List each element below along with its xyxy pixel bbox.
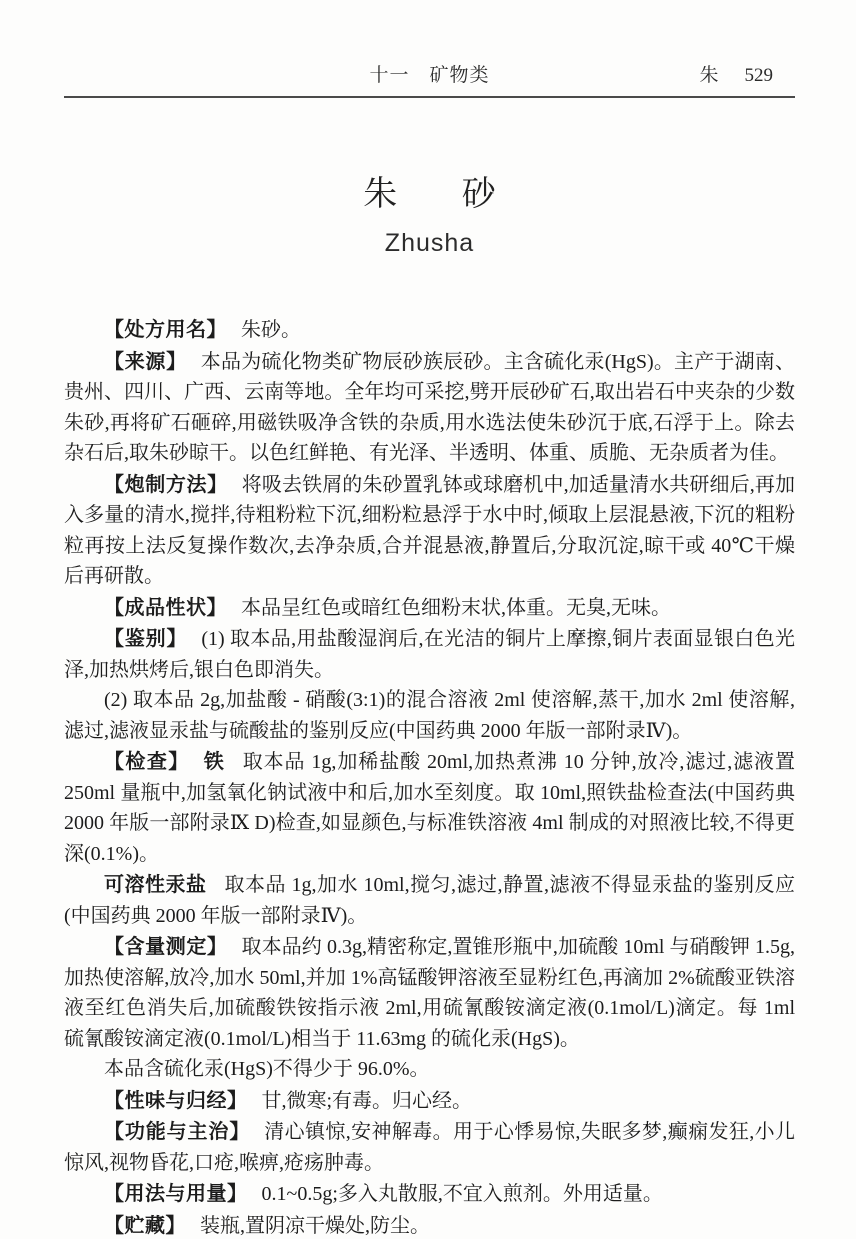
header-rule bbox=[64, 96, 795, 98]
section-text: 取本品约 0.3g,精密称定,置锥形瓶中,加硫酸 10ml 与硝酸钾 1.5g,加热使溶解,放冷,加水 50ml,并加 1%高锰酸钾溶液至显粉红色,再滴加 2%硫酸亚铁溶液至红色消失后,加硫酸铁铵指示液 2ml,用硫氰酸铵滴定液(0.1mol/L)滴定。每 1ml 硫氰酸铵滴定液(0.1mol/L)相当于 11.63mg 的硫化汞(HgS)。 bbox=[64, 936, 795, 1050]
paragraph-paozhifangfa bbox=[64, 469, 795, 592]
section-text: 将吸去铁屑的朱砂置乳钵或球磨机中,加适量清水共研细后,再加入多量的清水,搅拌,待粗粉粒下沉,细粉粒悬浮于水中时,倾取上层混悬液,下沉的粗粉粒再按上法反复操作数次,去净杂质,合并混悬液,静置后,分取沉淀,晾干或 40℃干燥后再研散。 bbox=[64, 473, 796, 587]
section-text: 本品呈红色或暗红色细粉末状,体重。无臭,无味。 bbox=[241, 596, 671, 619]
section-label: 【检查】 bbox=[104, 749, 190, 773]
paragraph-zhucang bbox=[64, 1210, 795, 1239]
paragraph-chufangyongming bbox=[64, 314, 795, 346]
section-text: 本品含硫化汞(HgS)不得少于 96.0%。 bbox=[104, 1058, 430, 1080]
section-text: (1) 取本品,用盐酸湿润后,在光洁的铜片上摩擦,铜片表面显银白色光泽,加热烘烤后,银白色即消失。 bbox=[64, 628, 795, 681]
paragraph-jianbie-2 bbox=[64, 685, 795, 746]
section-label: 【鉴别】 bbox=[104, 626, 188, 650]
paragraph-hanliangceding bbox=[64, 931, 795, 1054]
paragraph-yongfayuyongliang bbox=[64, 1178, 795, 1210]
section-text: 本品为硫化物类矿物辰砂族辰砂。主含硫化汞(HgS)。主产于湖南、贵州、四川、广西、云南等地。全年均可采挖,劈开辰砂矿石,取出岩石中夹杂的少数朱砂,再将矿石砸碎,用磁铁吸净含铁的杂质,用水选法使朱砂沉于底,石浮于上。除去杂石后,取朱砂晾干。以色红鲜艳、有光泽、半透明、体重、质脆、无杂质者为佳。 bbox=[64, 350, 796, 464]
section-label: 【贮藏】 bbox=[104, 1212, 186, 1237]
section-label: 【成品性状】 bbox=[104, 594, 227, 619]
section-text: 甘,微寒;有毒。归心经。 bbox=[261, 1089, 473, 1112]
section-text: 清心镇惊,安神解毒。用于心悸易惊,失眠多梦,癫痫发狂,小儿惊风,视物昏花,口疮,喉痹,疮疡肿毒。 bbox=[64, 1121, 796, 1174]
section-text: 取本品 1g,加稀盐酸 20ml,加热煮沸 10 分钟,放冷,滤过,滤液置 250ml 量瓶中,加氢氧化钠试液中和后,加水至刻度。取 10ml,照铁盐检查法(中国药典 2000 年版一部附录Ⅸ D)检查,如显颜色,与标准铁溶液 4ml 制成的对照液比较,不得更深(0.1%)。 bbox=[64, 751, 795, 865]
section-label: 【来源】 bbox=[104, 348, 187, 373]
section-text: 装瓶,置阴凉干燥处,防尘。 bbox=[200, 1214, 430, 1237]
section-label: 【炮制方法】 bbox=[104, 471, 228, 496]
paragraph-hanliang-limit bbox=[64, 1054, 795, 1085]
monograph-body bbox=[64, 314, 795, 1239]
folio-page-number: 529 bbox=[744, 65, 773, 86]
paragraph-kerongxinggongyan bbox=[64, 869, 795, 931]
paragraph-jiancha-tie bbox=[64, 746, 795, 869]
section-label: 【用法与用量】 bbox=[104, 1181, 248, 1205]
chapter-heading: 十一 矿物类 bbox=[369, 65, 490, 86]
section-label: 【性味与归经】 bbox=[104, 1087, 248, 1112]
drug-title-pinyin: Zhusha bbox=[384, 229, 475, 257]
paragraph-jianbie-1 bbox=[64, 623, 795, 685]
section-text: 0.1~0.5g;多入丸散服,不宜入煎剂。外用适量。 bbox=[261, 1183, 663, 1205]
drug-title-cn: 朱砂 bbox=[363, 174, 561, 214]
section-text: 取本品 1g,加水 10ml,搅匀,滤过,静置,滤液不得显汞盐的鉴别反应(中国药典 2000 年版一部附录Ⅳ)。 bbox=[64, 874, 795, 927]
section-label: 【含量测定】 bbox=[104, 934, 228, 958]
paragraph-chengpinxingzhuang bbox=[64, 592, 795, 624]
subsection-label: 铁 bbox=[203, 749, 225, 773]
section-text: 朱砂。 bbox=[241, 319, 301, 341]
section-label: 【功能与主治】 bbox=[104, 1119, 251, 1143]
running-header bbox=[64, 60, 795, 94]
folio bbox=[699, 60, 773, 87]
section-label: 【处方用名】 bbox=[104, 317, 227, 341]
page-content-area bbox=[64, 0, 795, 1239]
paragraph-laiyuan bbox=[64, 346, 795, 469]
subsection-label: 可溶性汞盐 bbox=[104, 872, 207, 896]
folio-group-char: 朱 bbox=[699, 65, 719, 86]
paragraph-xingweiyuguijing bbox=[64, 1085, 795, 1117]
section-text: (2) 取本品 2g,加盐酸 - 硝酸(3:1)的混合溶液 2ml 使溶解,蒸干,加水 2ml 使溶解,滤过,滤液显汞盐与硫酸盐的鉴别反应(中国药典 2000 年版一部附录Ⅳ)。 bbox=[64, 689, 795, 742]
title-block bbox=[64, 166, 795, 258]
paragraph-gongnengyuzhuzhi bbox=[64, 1116, 795, 1178]
